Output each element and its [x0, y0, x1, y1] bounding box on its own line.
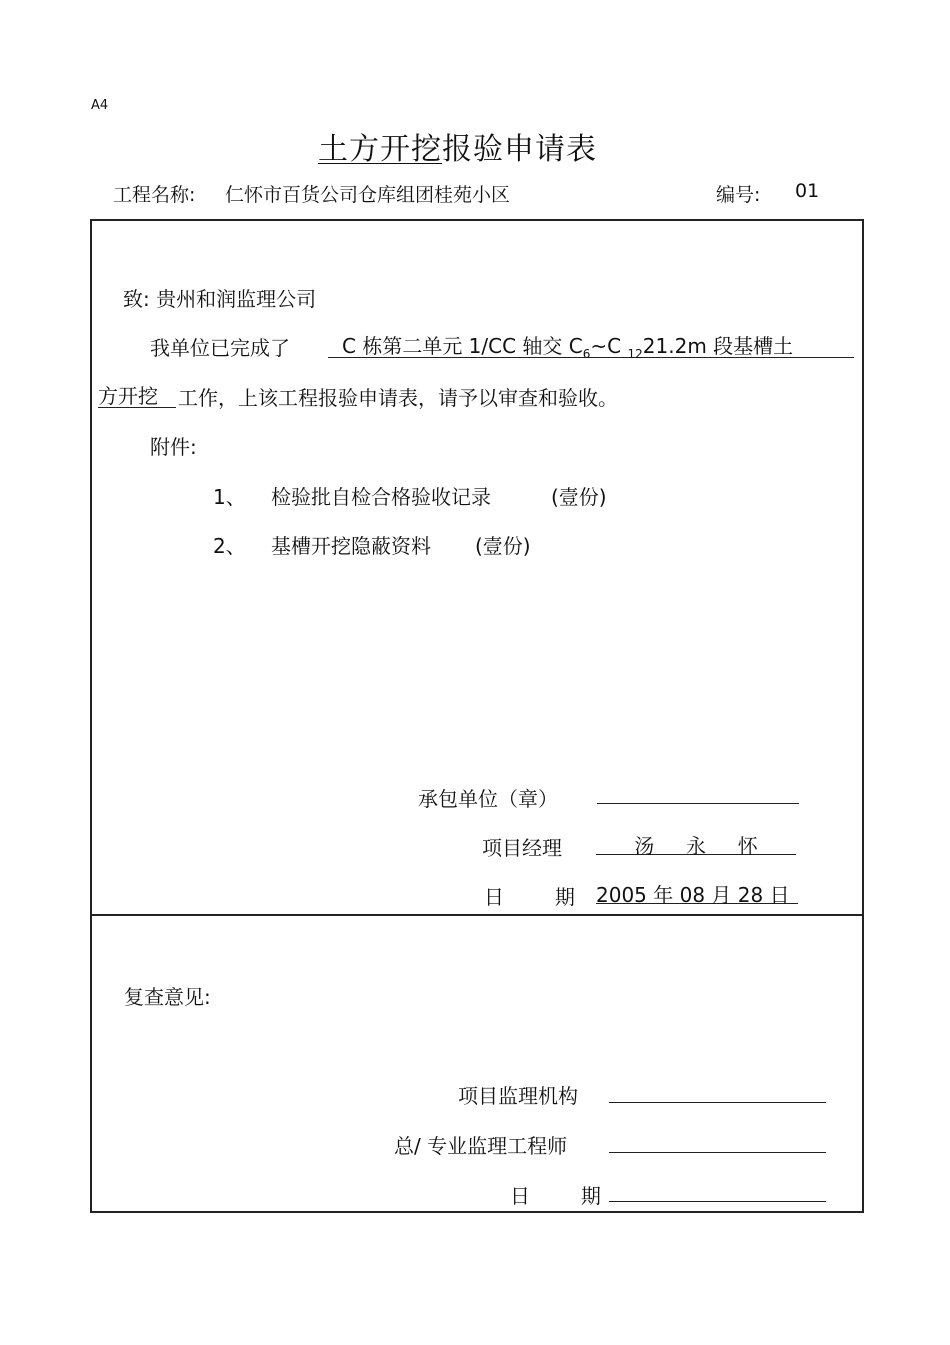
work-subscript-2: 12: [627, 347, 643, 361]
work-subscript-1: 6: [582, 347, 591, 361]
attachment-item: [213, 530, 246, 559]
review-date-label: 日 期: [510, 1184, 601, 1208]
application-date-field[interactable]: [596, 879, 798, 907]
work-part2: ~C: [590, 334, 628, 358]
title-underlined-part: 土方开挖: [318, 132, 442, 167]
contractor-label: 承包单位（章）: [418, 787, 558, 811]
contractor-field[interactable]: [597, 780, 799, 804]
attachments-label: 附件:: [150, 435, 197, 459]
project-manager-field[interactable]: 汤 永 怀: [596, 830, 796, 855]
application-date-value: 2005 年 08 月 28 日: [596, 883, 790, 907]
work-line2: 方开挖: [98, 384, 158, 408]
title-rest: 报验申请表: [442, 132, 597, 167]
recipient-label: 致:: [123, 287, 150, 311]
recipient-line: [123, 283, 316, 312]
recipient-value: 贵州和润监理公司: [156, 287, 317, 311]
project-name-label: 工程名称:: [113, 184, 196, 206]
form-number-value: 01: [795, 180, 820, 202]
attachment-qty: (壹份): [551, 485, 607, 509]
completed-work-field[interactable]: [328, 330, 854, 361]
supervision-org-field[interactable]: [609, 1102, 826, 1103]
form-number-label: 编号:: [716, 184, 761, 206]
attachment-qty: (壹份): [475, 534, 531, 558]
attachment-number: 2、: [213, 534, 246, 558]
attachment-item: [213, 481, 246, 510]
application-date-label: 日 期: [484, 885, 575, 909]
review-date-field[interactable]: [609, 1201, 826, 1202]
project-name-value: 仁怀市百货公司仓库组团桂苑小区: [225, 184, 511, 206]
review-opinion-label: 复查意见:: [124, 985, 211, 1009]
body-prefix: 我单位已完成了: [150, 336, 290, 360]
form-code: A4: [91, 98, 109, 113]
completed-work-field-line2[interactable]: [98, 380, 176, 408]
supervising-engineer-field[interactable]: [609, 1152, 826, 1153]
project-manager-label: 项目经理: [482, 836, 562, 860]
body-suffix: 工作，上该工程报验申请表，请予以审查和验收。: [178, 386, 618, 410]
page-title: [318, 124, 597, 168]
supervision-org-label: 项目监理机构: [458, 1084, 578, 1108]
work-part1: C 栋第二单元 1/CC 轴交 C: [342, 334, 583, 358]
section-divider: [90, 914, 864, 916]
work-part3: 21.2m 段基槽土: [642, 334, 794, 358]
attachment-name: 基槽开挖隐蔽资料: [271, 534, 431, 558]
form-box: [90, 219, 864, 1213]
supervising-engineer-label: 总/ 专业监理工程师: [394, 1134, 568, 1158]
attachment-number: 1、: [213, 485, 246, 509]
attachment-name: 检验批自检合格验收记录: [271, 485, 491, 509]
